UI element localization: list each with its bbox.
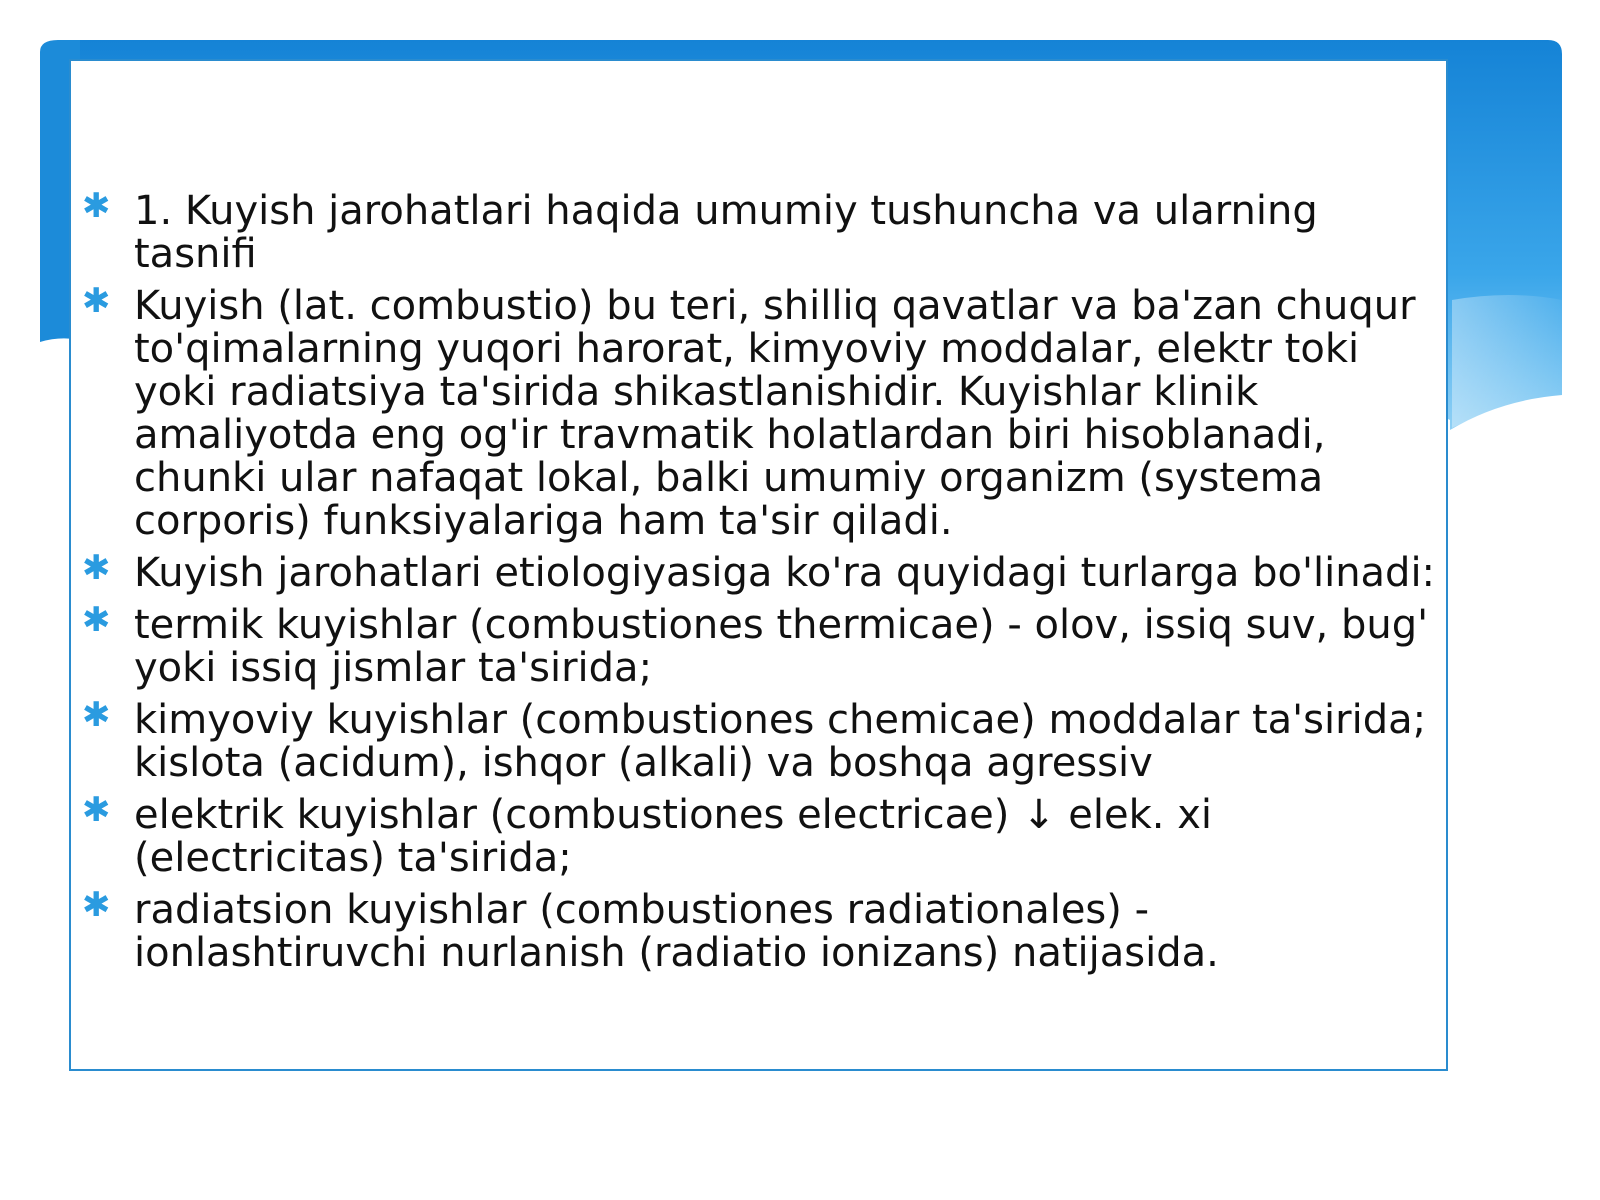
asterisk-icon: ✱ — [82, 790, 111, 830]
bullet-item — [82, 885, 1442, 976]
bullet-text: radiatsion kuyishlar (combustiones radiationales) - ionlashtiruvchi nurlanish (radiatio ionizans) natijasida. — [134, 887, 1219, 976]
bullet-text: Kuyish (lat. combustio) bu teri, shilliq qavatlar va ba'zan chuqur to'qimalarning yuqori harorat, kimyoviy moddalar, elektr toki yoki radiatsiya ta'sirida shikastlanishidir. Kuyishlar klinik amaliyotda eng og'ir travmatik holatlardan biri hisoblanadi, chunki ular nafaqat lokal, balki umumiy organizm (systema corporis) funksiyalariga ham ta'sir qiladi. — [134, 283, 1416, 544]
asterisk-icon: ✱ — [82, 281, 111, 321]
asterisk-icon: ✱ — [82, 548, 111, 588]
asterisk-icon: ✱ — [82, 186, 111, 226]
bullet-text: elektrik kuyishlar (combustiones electricae) ↓ elek. xi (electricitas) ta'sirida; — [134, 792, 1213, 881]
bullet-item — [82, 695, 1442, 786]
bullet-item — [82, 186, 1442, 277]
bullet-item — [82, 790, 1442, 881]
bullet-text: kimyoviy kuyishlar (combustiones chemicae) moddalar ta'sirida; kislota (acidum), ishqor (alkali) va boshqa agressiv — [134, 697, 1427, 786]
asterisk-icon: ✱ — [82, 695, 111, 735]
asterisk-icon: ✱ — [82, 885, 111, 925]
bullet-item — [82, 600, 1442, 691]
bullet-text: 1. Kuyish jarohatlari haqida umumiy tushuncha va ularning tasnifi — [134, 188, 1318, 277]
bullet-item — [82, 281, 1442, 544]
bullet-item — [82, 548, 1442, 596]
bullet-text: Kuyish jarohatlari etiologiyasiga ko'ra quyidagi turlarga bo'linadi: — [134, 550, 1436, 596]
bullet-list — [82, 186, 1442, 984]
bullet-text: termik kuyishlar (combustiones thermicae) - olov, issiq suv, bug' yoki issiq jismlar ta'sirida; — [134, 602, 1429, 691]
asterisk-icon: ✱ — [82, 600, 111, 640]
